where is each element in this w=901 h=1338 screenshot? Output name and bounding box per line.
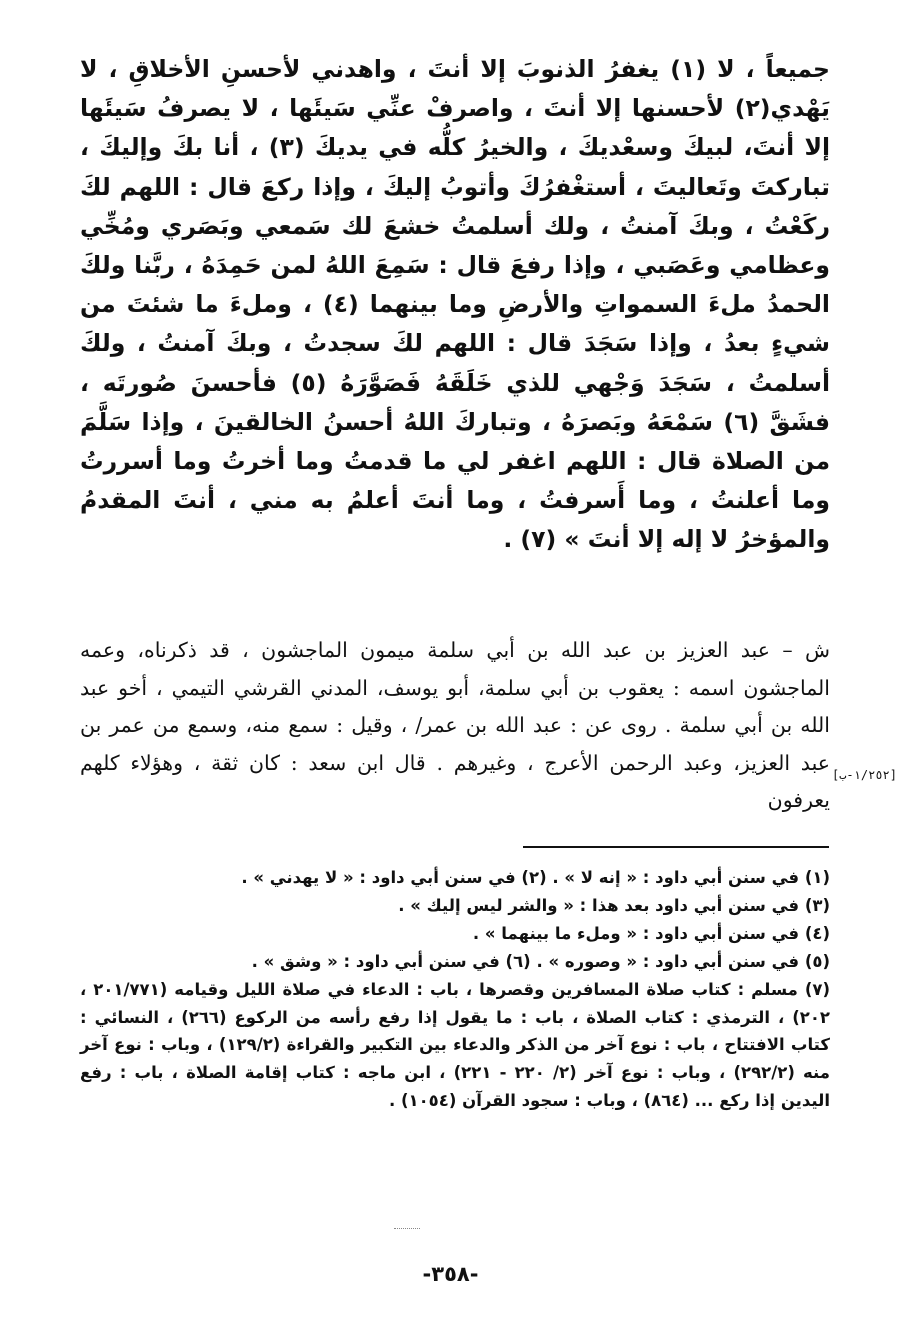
decorative-dots (394, 1228, 420, 1229)
hadith-text: جميعاً ، لا (١) يغفرُ الذنوبَ إلا أنتَ ، واهدني لأحسنِ الأخلاقِ ، لا يَهْدي(٢) لأحسنها إلا أنتَ ، واصرفْ عنِّي سَيئَها ، لا يصرفُ سَيئَها إلا أنتَ، لبيكَ وسعْديكَ ، والخيرُ كلُّه في يديكَ (٣) ، أنا بكَ وإليكَ ، تباركتَ وتَعاليتَ ، أستغْفرُكَ وأتوبُ إليكَ ، وإذا ركعَ قال : اللهم لكَ ركَعْتُ ، وبكَ آمنتُ ، ولك أسلمتُ خشعَ لك سَمعي وبَصَري ومُخِّي وعظامي وعَصَبي ، وإذا رفعَ قال : سَمِعَ اللهُ لمن حَمِدَهُ ، ربَّنا ولكَ الحمدُ ملءَ السمواتِ والأرضِ وما بينهما (٤) ، وملءَ ما شئتَ من شيءٍ بعدُ ، وإذا سَجَدَ قال : اللهم لكَ سجدتُ ، وبكَ آمنتُ ، ولكَ أسلمتُ ، سَجَدَ وَجْهي للذي خَلَقَهُ فَصَوَّرَهُ (٥) فأحسنَ صُورتَه ، فشَقَّ (٦) سَمْعَهُ وبَصرَهُ ، وتباركَ اللهُ أحسنُ الخالقينَ ، وإذا سَلَّمَ من الصلاة قال : اللهم اغفر لي ما قدمتُ وما أخرتُ وما أسررتُ وما أعلنتُ ، وما أَسرفتُ ، وما أنتَ أعلمُ به مني ، أنتَ المقدمُ والمؤخرُ لا إله إلا أنتَ » (٧) . (80, 55, 831, 554)
footnotes-list (80, 864, 830, 1115)
page-number: -٣٥٨- (422, 1262, 479, 1286)
footnote-3: (٣) في سنن أبي داود بعد هذا : « والشر ليس إليك » . (398, 895, 830, 915)
footnote-5-6: (٥) في سنن أبي داود : « وصوره » . (٦) في سنن أبي داود : « وشق » . (251, 951, 830, 971)
footnote-separator (523, 846, 829, 848)
footnote-7: (٧) مسلم : كتاب صلاة المسافرين وقصرها ، باب : الدعاء في صلاة الليل وقيامه (٢٠١/٧٧١ ، ٢٠٢) ، الترمذي : كتاب الصلاة ، باب : ما يقول إذا رفع رأسه من الركوع (٢٦٦) ، النسائي : كتاب الافتتاح ، باب : نوع آخر من الذكر والدعاء بين التكبير والقراءة (١٢٩/٢) ، وباب : نوع آخر منه (٢٩٢/٢) ، وباب : نوع آخر (٢/ ٢٢٠ - ٢٢١) ، ابن ماجه : كتاب إقامة الصلاة ، باب : رفع اليدين إذا ركع ... (٨٦٤) ، وباب : سجود القرآن (١٠٥٤) . (80, 979, 831, 1111)
commentary-text: ش – عبد العزيز بن عبد الله بن أبي سلمة ميمون الماجشون ، قد ذكرناه، وعمه الماجشون اسمه : يعقوب بن أبي سلمة، أبو يوسف، المدني القرشي التيمي ، أخو عبد الله بن أبي سلمة . روى عن : عبد الله بن عمر/ ، وقيل : سمع منه، وسمع من عمر بن عبد العزيز، وعبد الرحمن الأعرج ، وغيرهم . قال ابن سعد : كان ثقة ، وهؤلاء كلهم يعرفون (80, 638, 830, 812)
footnote-4: (٤) في سنن أبي داود : « وملء ما بينهما » . (472, 923, 830, 943)
marginal-manuscript-note: [١/٢٥٢-ب] (831, 768, 897, 782)
footnote-1-2: (١) في سنن أبي داود : « إنه لا » . (٢) في سنن أبي داود : « لا يهدني » . (241, 868, 830, 887)
